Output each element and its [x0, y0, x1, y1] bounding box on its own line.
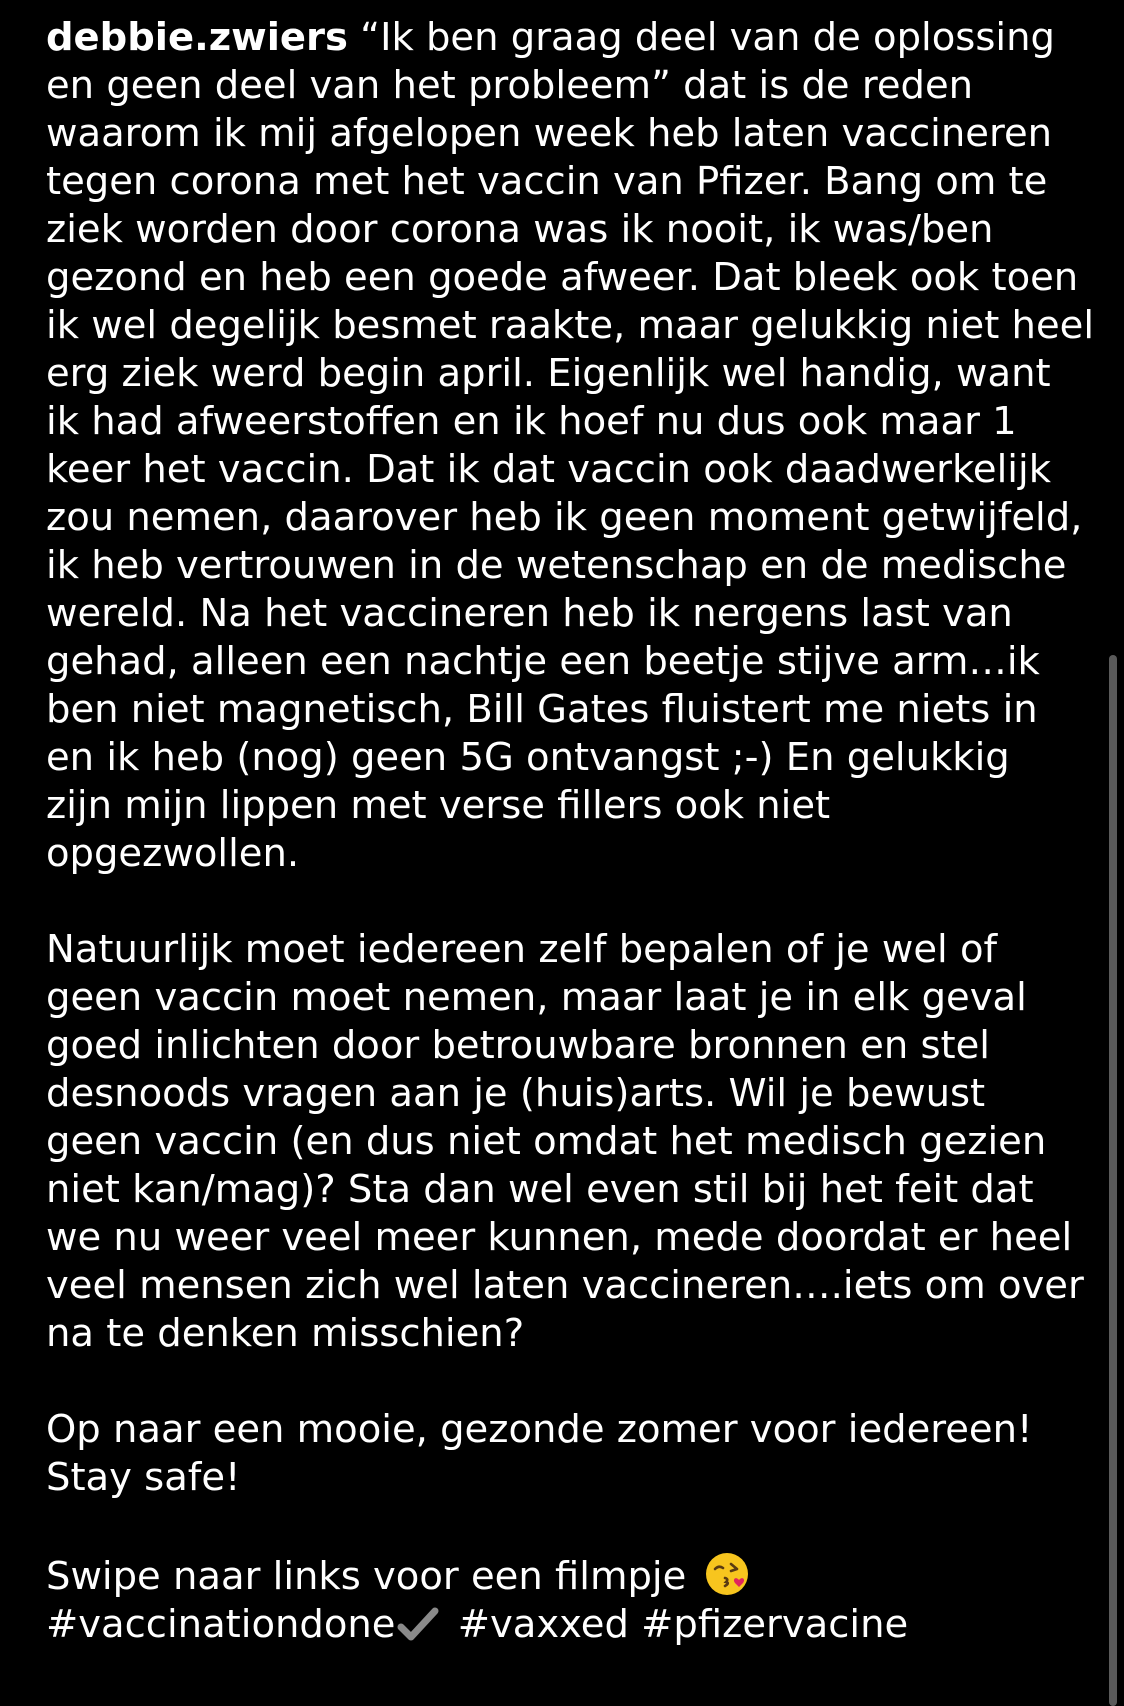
- caption-line: ik had afweerstoffen en ik hoef nu dus ook maar 1: [46, 399, 1017, 444]
- caption-line: ziek worden door corona was ik nooit, ik was/ben: [46, 207, 994, 252]
- paragraph-spacer: [46, 878, 1086, 926]
- caption-line: Stay safe!: [46, 1455, 241, 1500]
- caption-line: ben niet magnetisch, Bill Gates fluistert me niets in: [46, 687, 1038, 732]
- caption-line: keer het vaccin. Dat ik dat vaccin ook daadwerkelijk: [46, 447, 1051, 492]
- hashtag-link[interactable]: #vaccinationdone: [46, 1602, 396, 1647]
- caption-line: erg ziek werd begin april. Eigenlijk wel handig, want: [46, 351, 1051, 396]
- caption-line: ik heb vertrouwen in de wetenschap en de medische: [46, 543, 1067, 588]
- caption-text: “Ik ben graag deel van de oplossing: [347, 15, 1055, 60]
- caption-line: gezond en heb een goede afweer. Dat bleek ook toen: [46, 255, 1079, 300]
- hashtag-separator: [446, 1602, 458, 1647]
- swipe-text: Swipe naar links voor een filmpje: [46, 1554, 699, 1599]
- caption-line: ik wel degelijk besmet raakte, maar gelukkig niet heel: [46, 303, 1095, 348]
- caption-line: opgezwollen.: [46, 831, 300, 876]
- caption-line: geen vaccin (en dus niet omdat het medisch gezien: [46, 1119, 1047, 1164]
- caption-line: na te denken misschien?: [46, 1311, 525, 1356]
- post-caption: [46, 14, 1095, 1649]
- caption-line: goed inlichten door betrouwbare bronnen en stel: [46, 1023, 991, 1068]
- caption-line: gehad, alleen een nachtje een beetje stijve arm…ik: [46, 639, 1040, 684]
- caption-line: veel mensen zich wel laten vaccineren….iets om over: [46, 1263, 1084, 1308]
- hashtag-link[interactable]: #vaxxed: [457, 1602, 629, 1647]
- caption-line: waarom ik mij afgelopen week heb laten vaccineren: [46, 111, 1053, 156]
- caption-line: wereld. Na het vaccineren heb ik nergens last van: [46, 591, 1013, 636]
- caption-line: we nu weer veel meer kunnen, mede doordat er heel: [46, 1215, 1073, 1260]
- caption-line: geen vaccin moet nemen, maar laat je in elk geval: [46, 975, 1027, 1020]
- caption-line: [46, 1550, 1086, 1601]
- hashtag-link[interactable]: #pfizervacine: [641, 1602, 909, 1647]
- caption-line: desnoods vragen aan je (huis)arts. Wil je bewust: [46, 1071, 986, 1116]
- face-blowing-kiss-icon: [703, 1550, 751, 1598]
- caption-line: [46, 14, 1086, 62]
- hashtag-separator: [629, 1602, 641, 1647]
- caption-line: zou nemen, daarover heb ik geen moment getwijfeld,: [46, 495, 1083, 540]
- paragraph-spacer: [46, 1358, 1086, 1406]
- caption-line: Natuurlijk moet iedereen zelf bepalen of je wel of: [46, 927, 998, 972]
- username-link[interactable]: debbie.zwiers: [46, 15, 348, 60]
- caption-line: niet kan/mag)? Sta dan wel even stil bij het feit dat: [46, 1167, 1034, 1212]
- caption-line: Op naar een mooie, gezonde zomer voor iedereen!: [46, 1407, 1033, 1452]
- paragraph-spacer: [46, 1502, 1086, 1550]
- caption-line: en ik heb (nog) geen 5G ontvangst ;-) En gelukkig: [46, 735, 1010, 780]
- caption-line: zijn mijn lippen met verse fillers ook niet: [46, 783, 831, 828]
- caption-line: en geen deel van het probleem” dat is de reden: [46, 63, 974, 108]
- caption-line: [46, 1601, 1086, 1649]
- check-mark-icon: [396, 1605, 440, 1645]
- caption-line: tegen corona met het vaccin van Pfizer. Bang om te: [46, 159, 1048, 204]
- scrollbar-thumb[interactable]: [1109, 655, 1117, 1706]
